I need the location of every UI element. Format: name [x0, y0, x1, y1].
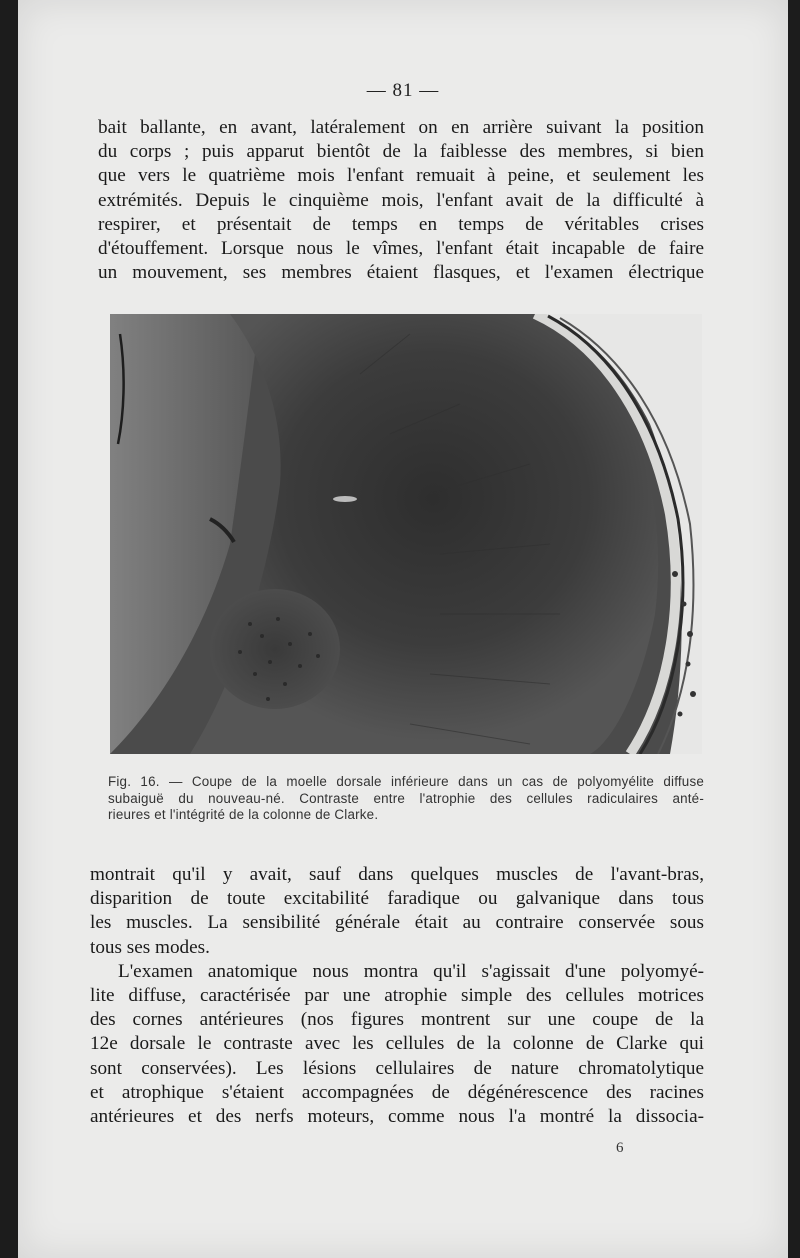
- text-line: d'étouffement. Lorsque nous le vîmes, l'enfant était incapable de faire: [98, 238, 704, 260]
- page-number: — 81 —: [366, 80, 440, 101]
- text-line: extrémités. Depuis le cinquième mois, l'enfant avait de la difficulté à: [98, 189, 704, 211]
- text-line: montrait qu'il y avait, sauf dans quelques muscles de l'avant-bras,: [90, 864, 704, 885]
- text-line: lite diffuse, caractérisée par une atrophie simple des cellules motrices: [90, 985, 704, 1007]
- figure-caption: [108, 774, 704, 824]
- text-line: du corps ; puis apparut bientôt de la faiblesse des membres, si bien: [98, 141, 704, 163]
- text-line: et atrophique s'étaient accompagnées de dégénérescence des racines: [90, 1081, 704, 1103]
- text-line: 12e dorsale le contraste avec les cellules de la colonne de Clarke qui: [90, 1033, 704, 1055]
- text-line: que vers le quatrième mois l'enfant remuait à peine, et seulement les: [98, 165, 704, 187]
- text-line: antérieures et des nerfs moteurs, comme nous l'a montré la dissocia-: [90, 1106, 704, 1128]
- book-page: [18, 0, 788, 1258]
- text-line: des cornes antérieures (nos figures montrent sur une coupe de la: [90, 1009, 704, 1031]
- text-line: L'examen anatomique nous montra qu'il s'agissait d'une polyomyé-: [118, 960, 704, 982]
- text-line: tous ses modes.: [90, 936, 210, 958]
- spinal-cord-micrograph: [110, 314, 702, 754]
- text-line: disparition de toute excitabilité faradique ou galvanique dans tous: [90, 888, 704, 910]
- text-line: respirer, et présentait de temps en temps de véritables crises: [98, 213, 704, 235]
- caption-line: subaiguë du nouveau-né. Contraste entre l'atrophie des cellules radiculaires anté-: [108, 790, 704, 806]
- top-paragraph: [98, 116, 704, 285]
- text-line: bait ballante, en avant, latéralement on en arrière suivant la position: [98, 117, 704, 138]
- caption-line: rieures et l'intégrité de la colonne de Clarke.: [108, 807, 379, 823]
- caption-line: Fig. 16. — Coupe de la moelle dorsale inférieure dans un cas de polyomyélite diffuse: [108, 774, 704, 789]
- text-line: les muscles. La sensibilité générale était au contraire conservée sous: [90, 912, 704, 934]
- bottom-paragraphs: [90, 863, 704, 1129]
- text-line: sont conservées). Les lésions cellulaires de nature chromatolytique: [90, 1057, 704, 1079]
- text-line: un mouvement, ses membres étaient flasques, et l'examen électrique: [98, 262, 704, 284]
- signature-mark: 6: [616, 1140, 624, 1156]
